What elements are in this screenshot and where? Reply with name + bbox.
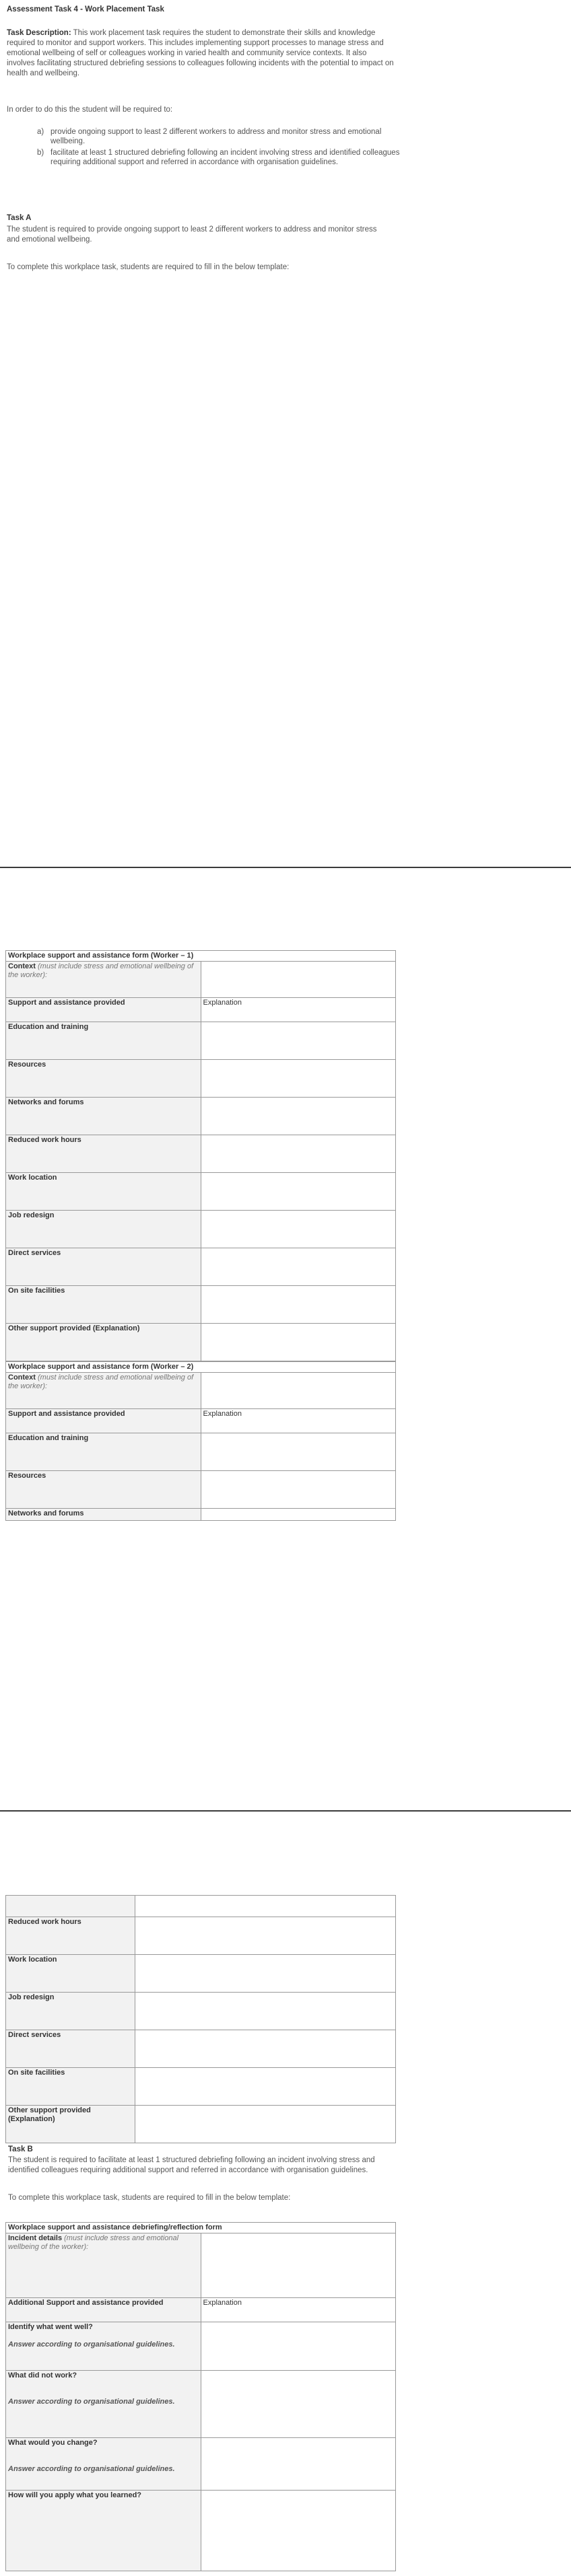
page-1 [0, 0, 571, 867]
resources-field[interactable] [201, 1471, 396, 1509]
list-marker: b) [37, 149, 44, 157]
networks-field[interactable] [201, 1098, 396, 1135]
row-label: Direct services [6, 1248, 201, 1286]
incident-label-text: Incident details [8, 2234, 63, 2242]
debriefing-form [5, 2222, 396, 2571]
row-label: On site facilities [6, 1286, 201, 1324]
answer-hint: Answer according to organisational guidelines. [8, 2398, 175, 2406]
question-text: Identify what went well? [8, 2323, 93, 2331]
reduced-hours-field[interactable] [201, 1135, 396, 1173]
on-site-field[interactable] [201, 1286, 396, 1324]
went-well-field[interactable] [201, 2322, 396, 2371]
on-site-field[interactable] [135, 2068, 396, 2106]
job-redesign-field[interactable] [201, 1211, 396, 1248]
education-field[interactable] [201, 1022, 396, 1060]
support-label: Support and assistance provided [6, 1409, 201, 1433]
other-support-field[interactable] [201, 1324, 396, 1361]
form-title: Workplace support and assistance form (Worker – 2) [6, 1362, 396, 1373]
task-a-title: Task A [7, 214, 32, 222]
row-label: Resources [6, 1471, 201, 1509]
direct-services-field[interactable] [201, 1248, 396, 1286]
question-text: What did not work? [8, 2371, 77, 2380]
question-text: How will you apply what you learned? [8, 2491, 142, 2499]
context-field[interactable] [201, 962, 396, 998]
would-change-field[interactable] [201, 2438, 396, 2491]
resources-field[interactable] [201, 1060, 396, 1098]
list-item [37, 148, 401, 167]
incident-hint: (must include stress and emotional wellbeing of the worker): [8, 2234, 179, 2251]
worker-2-form [5, 1361, 396, 1521]
task-description [7, 28, 394, 79]
incident-field[interactable] [201, 2233, 396, 2298]
task-a-text: The student is required to provide ongoing support to least 2 different workers to address and monitor stress and emotional wellbeing. [7, 225, 377, 244]
support-label: Support and assistance provided [6, 998, 201, 1022]
question-did-not-work [6, 2371, 201, 2438]
task-b-instruction: To complete this workplace task, students are required to fill in the below template: [8, 2194, 291, 2202]
row-label: Education and training [6, 1433, 201, 1471]
row-label: Other support provided (Explanation) [6, 2106, 135, 2143]
row-label: Education and training [6, 1022, 201, 1060]
row-label: Reduced work hours [6, 1917, 135, 1955]
assessment-title: Assessment Task 4 - Work Placement Task [7, 5, 164, 13]
row-label: Work location [6, 1173, 201, 1211]
row-label: Work location [6, 1955, 135, 1993]
requirements-list [37, 127, 401, 169]
apply-learned-field[interactable] [201, 2491, 396, 2571]
question-went-well [6, 2322, 201, 2371]
context-hint: (must include stress and emotional wellbeing of the worker): [8, 1373, 194, 1390]
other-support-field[interactable] [135, 2106, 396, 2143]
row-label: Job redesign [6, 1211, 201, 1248]
row-label: On site facilities [6, 2068, 135, 2106]
task-a-instruction: To complete this workplace task, students are required to fill in the below template: [7, 263, 290, 271]
row-label: Networks and forums [6, 1098, 201, 1135]
form-title: Workplace support and assistance debriefing/reflection form [6, 2223, 396, 2233]
work-location-field[interactable] [201, 1173, 396, 1211]
did-not-work-field[interactable] [201, 2371, 396, 2438]
networks-field[interactable] [201, 1509, 396, 1521]
row-label: Reduced work hours [6, 1135, 201, 1173]
page-3 [0, 1812, 571, 2576]
answer-hint: Answer according to organisational guidelines. [8, 2465, 175, 2473]
row-label: Networks and forums [6, 1509, 201, 1521]
row-label: Direct services [6, 2030, 135, 2068]
question-apply-learned [6, 2491, 201, 2571]
context-label [6, 1373, 201, 1409]
worker-1-form [5, 950, 396, 1361]
row-label: Other support provided (Explanation) [6, 1324, 201, 1361]
task-b-title: Task B [8, 2145, 33, 2153]
question-text: What would you change? [8, 2439, 98, 2447]
context-label [6, 962, 201, 998]
task-description-text: This work placement task requires the student to demonstrate their skills and knowledge required to monitor and support workers. This includes implementing support processes to manage stress and emotional wellbeing of self or colleagues working in varied health and community service contexts. It also involves facilitating structured debriefing sessions to colleagues following incidents with the potential to impact on health and wellbeing. [7, 29, 394, 77]
work-location-field[interactable] [135, 1955, 396, 1993]
row-label: Job redesign [6, 1993, 135, 2030]
intro-text: In order to do this the student will be required to: [7, 106, 173, 114]
context-hint: (must include stress and emotional wellbeing of the worker): [8, 962, 194, 979]
context-label-text: Context [8, 962, 36, 970]
reduced-hours-field[interactable] [135, 1917, 396, 1955]
task-description-label: Task Description: [7, 29, 71, 37]
list-marker: a) [37, 128, 44, 136]
explanation-header: Explanation [201, 2298, 396, 2322]
explanation-header: Explanation [201, 998, 396, 1022]
worker-2-form-continued [5, 1895, 396, 2143]
education-field[interactable] [201, 1433, 396, 1471]
context-label-text: Context [8, 1373, 36, 1382]
answer-hint: Answer according to organisational guidelines. [8, 2340, 175, 2349]
list-item-text: facilitate at least 1 structured debriefing following an incident involving stress and identified colleagues requiring additional support and referred in accordance with organisation guidelines. [51, 149, 400, 166]
page-2 [0, 868, 571, 1810]
list-item [37, 127, 401, 146]
incident-label [6, 2233, 201, 2298]
direct-services-field[interactable] [135, 2030, 396, 2068]
list-item-text: provide ongoing support to least 2 different workers to address and monitor stress and emotional wellbeing. [51, 128, 382, 145]
row-label: Resources [6, 1060, 201, 1098]
question-would-change [6, 2438, 201, 2491]
networks-field-continued[interactable] [135, 1896, 396, 1917]
row-label-empty [6, 1896, 135, 1917]
explanation-header: Explanation [201, 1409, 396, 1433]
additional-support-label: Additional Support and assistance provided [6, 2298, 201, 2322]
job-redesign-field[interactable] [135, 1993, 396, 2030]
context-field[interactable] [201, 1373, 396, 1409]
form-title: Workplace support and assistance form (Worker – 1) [6, 951, 396, 962]
task-b-text: The student is required to facilitate at least 1 structured debriefing following an incident involving stress and identified colleagues requiring additional support and referred in accordance with organisation guidelines. [8, 2156, 375, 2174]
